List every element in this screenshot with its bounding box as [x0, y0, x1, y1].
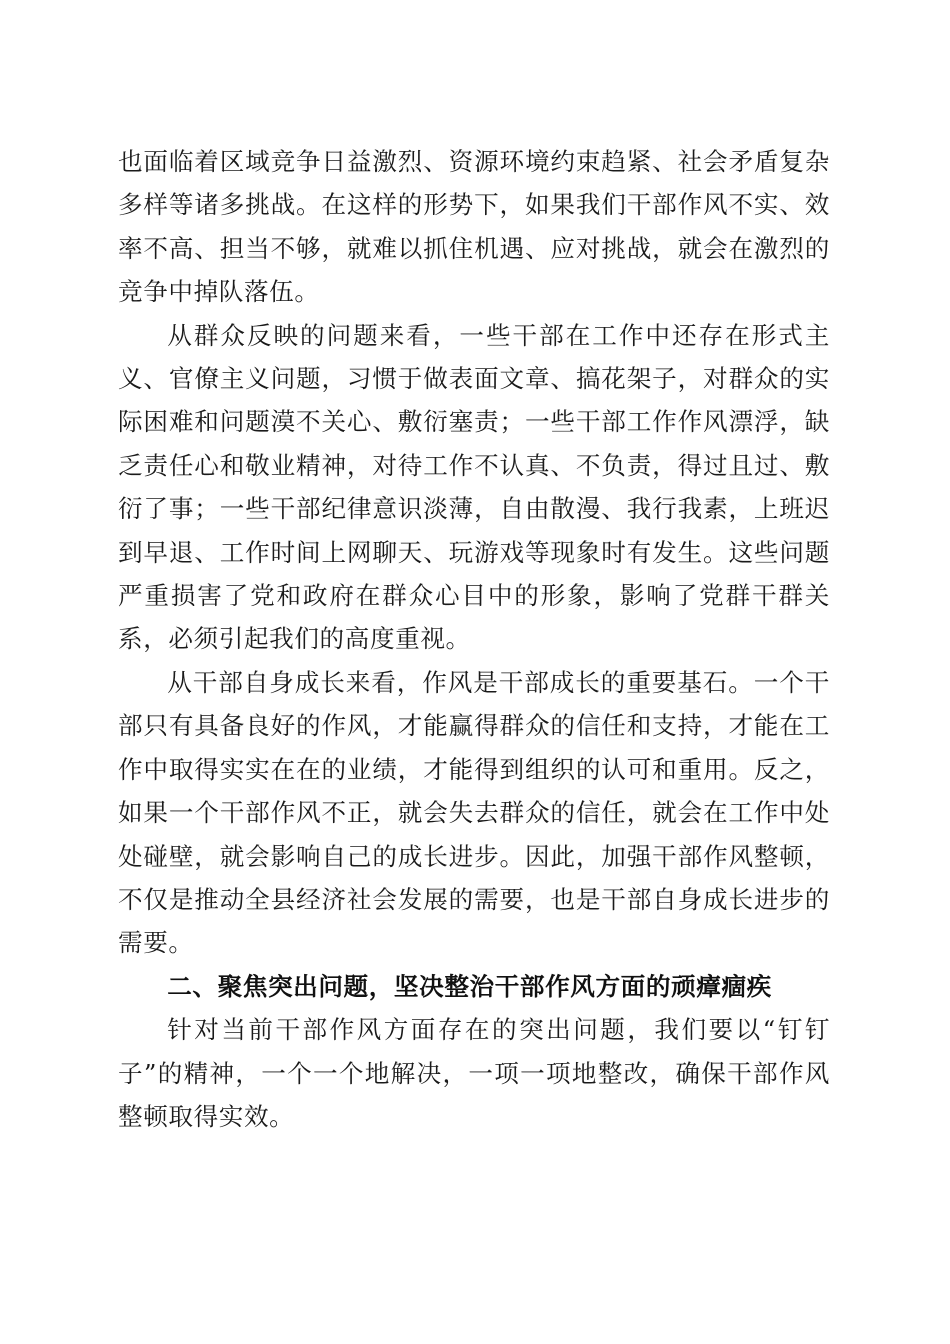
paragraph-closing: 针对当前干部作风方面存在的突出问题，我们要以“钉钉子”的精神，一个一个地解决，一项一项地整改，确保干部作风整顿取得实效。 [118, 1015, 830, 1131]
paragraph-continuation: 也面临着区域竞争日益激烈、资源环境约束趋紧、社会矛盾复杂多样等诸多挑战。在这样的形势下，如果我们干部作风不实、效率不高、担当不够，就难以抓住机遇、应对挑战，就会在激烈的竞争中掉队落伍。 [118, 147, 830, 307]
paragraph-cadre-growth: 从干部自身成长来看，作风是干部成长的重要基石。一个干部只有具备良好的作风，才能赢得群众的信任和支持，才能在工作中取得实实在在的业绩，才能得到组织的认可和重用。反之，如果一个干部作风不正，就会失去群众的信任，就会在工作中处处碰壁，就会影响自己的成长进步。因此，加强干部作风整顿，不仅是推动全县经济社会发展的需要，也是干部自身成长进步的需要。 [118, 667, 830, 958]
paragraph-mass-feedback: 从群众反映的问题来看，一些干部在工作中还存在形式主义、官僚主义问题，习惯于做表面文章、搞花架子，对群众的实际困难和问题漠不关心、敷衍塞责；一些干部工作作风漂浮，缺乏责任心和敬业精神，对待工作不认真、不负责，得过且过、敷衍了事；一些干部纪律意识淡薄，自由散漫、我行我素，上班迟到早退、工作时间上网聊天、玩游戏等现象时有发生。这些问题严重损害了党和政府在群众心目中的形象，影响了党群干群关系，必须引起我们的高度重视。 [118, 320, 830, 654]
section-heading: 二、聚焦突出问题，坚决整治干部作风方面的顽瘴痼疾 [167, 971, 772, 1001]
document-body [118, 140, 830, 1138]
